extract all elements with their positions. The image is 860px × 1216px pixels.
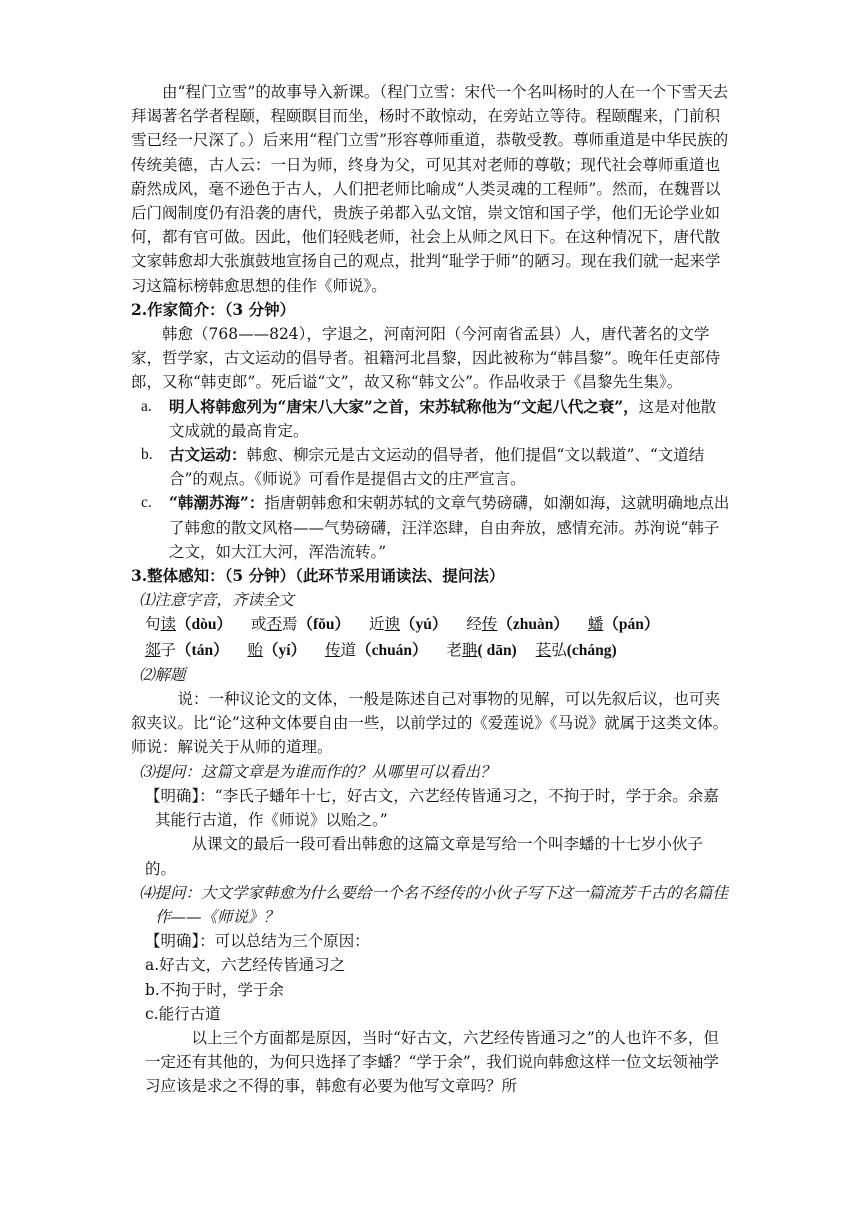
subsection-3-title: ⑶提问：这篇文章是为谁而作的？从哪里可以看出？	[139, 762, 496, 781]
answer-text: ：可以总结为三个原因：	[199, 932, 370, 951]
list-marker: b.	[141, 446, 153, 464]
pinyin-row-2	[131, 638, 731, 663]
list-item-text: 这是对他散文成就的最高肯定。	[169, 397, 717, 440]
list-item	[131, 395, 731, 443]
reason-item: a.好古文，六艺经传皆通习之	[145, 956, 346, 975]
list-item	[131, 491, 731, 564]
section-2-heading: 2.作家简介：（3 分钟）	[131, 299, 296, 319]
pinyin-entry: 经传（zhuàn）	[466, 615, 569, 634]
list-item-bold: 明人将韩愈列为“唐宋八大家”之首，宋苏轼称他为“文起八代之衰”，	[169, 396, 639, 416]
reason-item: c.能行古道	[145, 1004, 221, 1023]
list-item-bold: “韩潮苏海”：	[169, 493, 265, 513]
pinyin-entry: 句读（dòu）	[145, 615, 233, 634]
subsection-2-title: ⑵解题	[139, 665, 186, 684]
list-item	[131, 443, 731, 491]
subsection-1-title: ⑴注意字音，齐读全文	[139, 591, 295, 610]
reason-item: b.不拘于时，学于余	[145, 980, 284, 999]
pinyin-entry: 传道（chuán）	[325, 640, 428, 659]
pinyin-entry: 郯子（tán）	[145, 640, 229, 659]
pinyin-entry: 苌弘(cháng)	[535, 640, 617, 659]
intro-paragraph: 由“程门立雪”的故事导入新课。（程门立雪：宋代一个名叫杨时的人在一个下雪天去拜谒著名学者程颐，程颐瞑目而坐，杨时不敢惊动，在旁站立等待。程颐醒来，门前积雪已经一尺深了。）后来用“程门立雪”形容尊师重道，恭敬受教。尊师重道是中华民族的传统美德，古人云：一日为师，终身为父，可见其对老师的尊敬；现代社会尊师重道也蔚然成风，毫不逊色于古人，人们把老师比喻成“人类灵魂的工程师”。然而，在魏晋以后门阀制度仍有沿袭的唐代，贵族子弟都入弘文馆，崇文馆和国子学，他们无论学业如何，都有官可做。因此，他们轻贱老师，社会上从师之风日下。在这种情况下，唐代散文家韩愈却大张旗鼓地宣扬自己的观点，批判“耻学于师”的陋习。现在我们就一起来学习这篇标榜韩愈思想的佳作《师说》。	[131, 83, 729, 295]
answer-label: 【明确】	[145, 786, 200, 805]
list-marker: c.	[141, 494, 152, 512]
pinyin-entry: 老聃( dān)	[446, 640, 517, 659]
section-3-heading: 3.整体感知：（5 分钟）（此环节采用诵读法、提问法）	[131, 566, 505, 586]
answer-label: 【明确】	[145, 932, 200, 951]
list-item-text: 指唐朝韩愈和宋朝苏轼的文章气势磅礴，如潮如海，这就明确地点出了韩愈的散文风格——气势磅礴，汪洋恣肆，自由奔放，感情充沛。苏洵说“韩子之文，如大江大河，浑浩流转。”	[169, 494, 730, 561]
reasons-note: 以上三个方面都是原因，当时“好古文，六艺经传皆通习之”的人也许不多，但一定还有其他的，为何只选择了李蟠？“学于余”，我们说向韩愈这样一位文坛领袖学习应该是求之不得的事，韩愈有必要为他写文章吗？所	[145, 1028, 719, 1096]
answer-note: 从课文的最后一段可看出韩愈的这篇文章是写给一个叫李蟠的十七岁小伙子的。	[145, 835, 704, 878]
answer-text: ：“李氏子蟠年十七，好古文，六艺经传皆通习之，不拘于时，学于余。余嘉其能行古道，作《师说》以贻之。”	[155, 786, 719, 830]
pinyin-entry: 蟠（pán）	[587, 615, 660, 634]
list-item-text: 韩愈、柳宗元是古文运动的倡导者，他们提倡“文以载道”、“文道结合”的观点。《师说》可看作是提倡古文的庄严宣言。	[169, 446, 705, 489]
title-explanation: 说：一种议论文的文体，一般是陈述自己对事物的见解，可以先叙后议，也可夹叙夹议。比“论”这种文体要自由一些，以前学过的《爱莲说》《马说》就属于这类文体。师说：解说关于从师的道理。	[131, 690, 729, 757]
pinyin-entry: 或否焉（fǒu）	[250, 615, 351, 634]
answer-paragraph	[131, 929, 731, 953]
pinyin-entry: 近谀（yú）	[369, 615, 448, 634]
document-page	[131, 80, 731, 1099]
pinyin-entry: 贻（yí）	[247, 640, 307, 659]
answer-paragraph	[131, 784, 731, 832]
subsection-4-title: ⑷提问：大文学家韩愈为什么要给一个名不经传的小伙子写下这一篇流芳千古的名篇佳作——《师说》？	[139, 883, 729, 926]
list-item-bold: 古文运动：	[169, 445, 247, 465]
author-bio: 韩愈（768——824），字退之，河南河阳（今河南省孟县）人，唐代著名的文学家，哲学家，古文运动的倡导者。祖籍河北昌黎，因此被称为“韩昌黎”。晚年任吏部侍郎，又称“韩吏郎”。死后谥“文”，故又称“韩文公”。作品收录于《昌黎先生集》。	[131, 325, 721, 392]
pinyin-row-1	[131, 612, 731, 637]
list-marker: a.	[141, 397, 152, 415]
